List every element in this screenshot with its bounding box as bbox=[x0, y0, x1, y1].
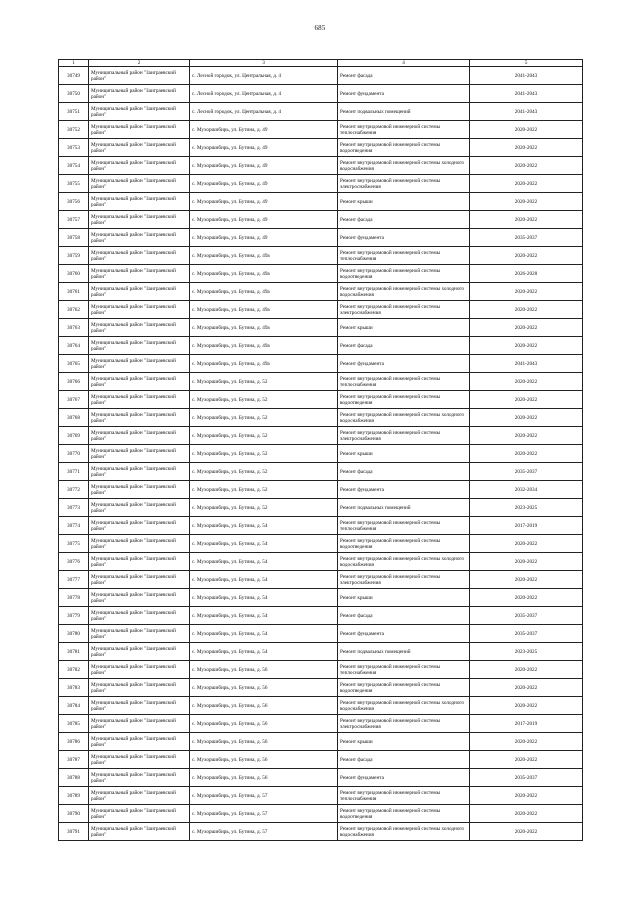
period-cell: 2020-2022 bbox=[470, 175, 583, 193]
row-number-cell: 30776 bbox=[59, 553, 89, 571]
row-number-cell: 30749 bbox=[59, 67, 89, 85]
municipality-cell: Муниципальный район "Заиграевский район" bbox=[89, 175, 190, 193]
column-header: 5 bbox=[470, 60, 583, 67]
table-row bbox=[59, 697, 583, 715]
row-number-cell: 30784 bbox=[59, 697, 89, 715]
address-cell: с. Мухоршибирь, ул. Бутина, д. 56 bbox=[190, 733, 338, 751]
period-cell: 2035-2037 bbox=[470, 625, 583, 643]
period-cell: 2020-2022 bbox=[470, 319, 583, 337]
address-cell: с. Мухоршибирь, ул. Бутина, д. 54 bbox=[190, 553, 338, 571]
municipality-cell: Муниципальный район "Заиграевский район" bbox=[89, 319, 190, 337]
row-number-cell: 30754 bbox=[59, 157, 89, 175]
row-number-cell: 30779 bbox=[59, 607, 89, 625]
period-cell: 2035-2037 bbox=[470, 229, 583, 247]
row-number-cell: 30770 bbox=[59, 445, 89, 463]
period-cell: 2041-2043 bbox=[470, 103, 583, 121]
municipality-cell: Муниципальный район "Заиграевский район" bbox=[89, 553, 190, 571]
municipality-cell: Муниципальный район "Заиграевский район" bbox=[89, 265, 190, 283]
work-type-cell: Ремонт внутридомовой инженерной системы водоотведения bbox=[338, 679, 470, 697]
work-type-cell: Ремонт внутридомовой инженерной системы холодного водоснабжения bbox=[338, 157, 470, 175]
work-type-cell: Ремонт внутридомовой инженерной системы теплоснабжения bbox=[338, 121, 470, 139]
column-header: 4 bbox=[338, 60, 470, 67]
table-row bbox=[59, 409, 583, 427]
table-row bbox=[59, 499, 583, 517]
row-number-cell: 30773 bbox=[59, 499, 89, 517]
row-number-cell: 30789 bbox=[59, 787, 89, 805]
work-type-cell: Ремонт фундамента bbox=[338, 481, 470, 499]
work-type-cell: Ремонт внутридомовой инженерной системы водоотведения bbox=[338, 265, 470, 283]
address-cell: с. Мухоршибирь, ул. Бутина, д. 49 bbox=[190, 175, 338, 193]
row-number-cell: 30780 bbox=[59, 625, 89, 643]
period-cell: 2035-2037 bbox=[470, 463, 583, 481]
address-cell: с. Мухоршибирь, ул. Бутина, д. 49а bbox=[190, 355, 338, 373]
address-cell: с. Мухоршибирь, ул. Бутина, д. 49а bbox=[190, 265, 338, 283]
period-cell: 2032-2034 bbox=[470, 481, 583, 499]
address-cell: с. Мухоршибирь, ул. Бутина, д. 52 bbox=[190, 463, 338, 481]
table-row bbox=[59, 139, 583, 157]
municipality-cell: Муниципальный район "Заиграевский район" bbox=[89, 193, 190, 211]
row-number-cell: 30761 bbox=[59, 283, 89, 301]
address-cell: с. Мухоршибирь, ул. Бутина, д. 52 bbox=[190, 391, 338, 409]
municipality-cell: Муниципальный район "Заиграевский район" bbox=[89, 229, 190, 247]
address-cell: с. Мухоршибирь, ул. Бутина, д. 52 bbox=[190, 427, 338, 445]
table-row bbox=[59, 355, 583, 373]
address-cell: с. Мухоршибирь, ул. Бутина, д. 54 bbox=[190, 535, 338, 553]
address-cell: с. Мухоршибирь, ул. Бутина, д. 56 bbox=[190, 715, 338, 733]
work-type-cell: Ремонт крыши bbox=[338, 319, 470, 337]
address-cell: с. Мухоршибирь, ул. Бутина, д. 56 bbox=[190, 679, 338, 697]
period-cell: 2023-2025 bbox=[470, 499, 583, 517]
address-cell: с. Мухоршибирь, ул. Бутина, д. 52 bbox=[190, 373, 338, 391]
row-number-cell: 30791 bbox=[59, 823, 89, 841]
address-cell: с. Мухоршибирь, ул. Бутина, д. 49а bbox=[190, 247, 338, 265]
municipality-cell: Муниципальный район "Заиграевский район" bbox=[89, 589, 190, 607]
row-number-cell: 30774 bbox=[59, 517, 89, 535]
address-cell: с. Мухоршибирь, ул. Бутина, д. 52 bbox=[190, 481, 338, 499]
address-cell: с. Мухоршибирь, ул. Бутина, д. 57 bbox=[190, 823, 338, 841]
row-number-cell: 30767 bbox=[59, 391, 89, 409]
municipality-cell: Муниципальный район "Заиграевский район" bbox=[89, 157, 190, 175]
municipality-cell: Муниципальный район "Заиграевский район" bbox=[89, 337, 190, 355]
municipality-cell: Муниципальный район "Заиграевский район" bbox=[89, 373, 190, 391]
address-cell: с. Мухоршибирь, ул. Бутина, д. 56 bbox=[190, 751, 338, 769]
row-number-cell: 30771 bbox=[59, 463, 89, 481]
address-cell: с. Мухоршибирь, ул. Бутина, д. 56 bbox=[190, 697, 338, 715]
table-row bbox=[59, 229, 583, 247]
period-cell: 2020-2022 bbox=[470, 787, 583, 805]
row-number-cell: 30781 bbox=[59, 643, 89, 661]
row-number-cell: 30760 bbox=[59, 265, 89, 283]
row-number-cell: 30778 bbox=[59, 589, 89, 607]
work-type-cell: Ремонт внутридомовой инженерной системы водоотведения bbox=[338, 391, 470, 409]
municipality-cell: Муниципальный район "Заиграевский район" bbox=[89, 445, 190, 463]
work-type-cell: Ремонт фундамента bbox=[338, 769, 470, 787]
address-cell: с. Лесной городок, ул. Центральная, д. 4 bbox=[190, 85, 338, 103]
period-cell: 2020-2022 bbox=[470, 805, 583, 823]
table-row bbox=[59, 625, 583, 643]
table-row bbox=[59, 607, 583, 625]
registry-table bbox=[58, 59, 583, 841]
work-type-cell: Ремонт фундамента bbox=[338, 355, 470, 373]
work-type-cell: Ремонт подвальных помещений bbox=[338, 499, 470, 517]
table-row bbox=[59, 337, 583, 355]
municipality-cell: Муниципальный район "Заиграевский район" bbox=[89, 769, 190, 787]
address-cell: с. Мухоршибирь, ул. Бутина, д. 54 bbox=[190, 625, 338, 643]
table-row bbox=[59, 823, 583, 841]
address-cell: с. Мухоршибирь, ул. Бутина, д. 49а bbox=[190, 319, 338, 337]
table-row bbox=[59, 247, 583, 265]
work-type-cell: Ремонт внутридомовой инженерной системы теплоснабжения bbox=[338, 661, 470, 679]
period-cell: 2020-2022 bbox=[470, 589, 583, 607]
period-cell: 2041-2043 bbox=[470, 85, 583, 103]
work-type-cell: Ремонт фасада bbox=[338, 211, 470, 229]
municipality-cell: Муниципальный район "Заиграевский район" bbox=[89, 283, 190, 301]
row-number-cell: 30769 bbox=[59, 427, 89, 445]
row-number-cell: 30755 bbox=[59, 175, 89, 193]
address-cell: с. Мухоршибирь, ул. Бутина, д. 57 bbox=[190, 787, 338, 805]
work-type-cell: Ремонт крыши bbox=[338, 589, 470, 607]
municipality-cell: Муниципальный район "Заиграевский район" bbox=[89, 697, 190, 715]
period-cell: 2020-2022 bbox=[470, 373, 583, 391]
municipality-cell: Муниципальный район "Заиграевский район" bbox=[89, 247, 190, 265]
table-row bbox=[59, 589, 583, 607]
period-cell: 2020-2022 bbox=[470, 193, 583, 211]
table-row bbox=[59, 787, 583, 805]
work-type-cell: Ремонт фундамента bbox=[338, 85, 470, 103]
table-row bbox=[59, 643, 583, 661]
municipality-cell: Муниципальный район "Заиграевский район" bbox=[89, 823, 190, 841]
address-cell: с. Мухоршибирь, ул. Бутина, д. 54 bbox=[190, 643, 338, 661]
municipality-cell: Муниципальный район "Заиграевский район" bbox=[89, 427, 190, 445]
row-number-cell: 30757 bbox=[59, 211, 89, 229]
period-cell: 2035-2037 bbox=[470, 607, 583, 625]
table-row bbox=[59, 481, 583, 499]
period-cell: 2035-2037 bbox=[470, 769, 583, 787]
period-cell: 2020-2022 bbox=[470, 751, 583, 769]
row-number-cell: 30750 bbox=[59, 85, 89, 103]
work-type-cell: Ремонт фундамента bbox=[338, 625, 470, 643]
work-type-cell: Ремонт внутридомовой инженерной системы электроснабжения bbox=[338, 715, 470, 733]
table-row bbox=[59, 67, 583, 85]
municipality-cell: Муниципальный район "Заиграевский район" bbox=[89, 679, 190, 697]
period-cell: 2023-2025 bbox=[470, 643, 583, 661]
column-header: 2 bbox=[89, 60, 190, 67]
table-row bbox=[59, 445, 583, 463]
table-body bbox=[59, 67, 583, 841]
row-number-cell: 30758 bbox=[59, 229, 89, 247]
work-type-cell: Ремонт внутридомовой инженерной системы теплоснабжения bbox=[338, 787, 470, 805]
table-row bbox=[59, 679, 583, 697]
period-cell: 2017-2019 bbox=[470, 715, 583, 733]
work-type-cell: Ремонт крыши bbox=[338, 193, 470, 211]
table-row bbox=[59, 463, 583, 481]
work-type-cell: Ремонт внутридомовой инженерной системы холодного водоснабжения bbox=[338, 409, 470, 427]
period-cell: 2020-2022 bbox=[470, 571, 583, 589]
work-type-cell: Ремонт фасада bbox=[338, 463, 470, 481]
table-row bbox=[59, 733, 583, 751]
work-type-cell: Ремонт внутридомовой инженерной системы холодного водоснабжения bbox=[338, 823, 470, 841]
municipality-cell: Муниципальный район "Заиграевский район" bbox=[89, 121, 190, 139]
row-number-cell: 30756 bbox=[59, 193, 89, 211]
period-cell: 2020-2022 bbox=[470, 157, 583, 175]
table-row bbox=[59, 175, 583, 193]
period-cell: 2020-2022 bbox=[470, 301, 583, 319]
row-number-cell: 30768 bbox=[59, 409, 89, 427]
table-row bbox=[59, 751, 583, 769]
work-type-cell: Ремонт внутридомовой инженерной системы холодного водоснабжения bbox=[338, 697, 470, 715]
row-number-cell: 30753 bbox=[59, 139, 89, 157]
period-cell: 2026-2028 bbox=[470, 265, 583, 283]
address-cell: с. Мухоршибирь, ул. Бутина, д. 49 bbox=[190, 139, 338, 157]
municipality-cell: Муниципальный район "Заиграевский район" bbox=[89, 103, 190, 121]
address-cell: с. Мухоршибирь, ул. Бутина, д. 56 bbox=[190, 661, 338, 679]
row-number-cell: 30766 bbox=[59, 373, 89, 391]
work-type-cell: Ремонт внутридомовой инженерной системы теплоснабжения bbox=[338, 247, 470, 265]
municipality-cell: Муниципальный район "Заиграевский район" bbox=[89, 463, 190, 481]
table-row bbox=[59, 193, 583, 211]
municipality-cell: Муниципальный район "Заиграевский район" bbox=[89, 517, 190, 535]
municipality-cell: Муниципальный район "Заиграевский район" bbox=[89, 391, 190, 409]
column-header: 3 bbox=[190, 60, 338, 67]
row-number-cell: 30777 bbox=[59, 571, 89, 589]
address-cell: с. Мухоршибирь, ул. Бутина, д. 49 bbox=[190, 121, 338, 139]
municipality-cell: Муниципальный район "Заиграевский район" bbox=[89, 733, 190, 751]
table-row bbox=[59, 661, 583, 679]
table-row bbox=[59, 121, 583, 139]
municipality-cell: Муниципальный район "Заиграевский район" bbox=[89, 301, 190, 319]
municipality-cell: Муниципальный район "Заиграевский район" bbox=[89, 355, 190, 373]
table-row bbox=[59, 769, 583, 787]
municipality-cell: Муниципальный район "Заиграевский район" bbox=[89, 661, 190, 679]
period-cell: 2020-2022 bbox=[470, 139, 583, 157]
table-row bbox=[59, 427, 583, 445]
table-row bbox=[59, 211, 583, 229]
header-row bbox=[59, 60, 583, 67]
row-number-cell: 30787 bbox=[59, 751, 89, 769]
work-type-cell: Ремонт фундамента bbox=[338, 229, 470, 247]
period-cell: 2020-2022 bbox=[470, 247, 583, 265]
table-row bbox=[59, 571, 583, 589]
address-cell: с. Лесной городок, ул. Центральная, д. 4 bbox=[190, 67, 338, 85]
table-row bbox=[59, 103, 583, 121]
work-type-cell: Ремонт внутридомовой инженерной системы электроснабжения bbox=[338, 175, 470, 193]
work-type-cell: Ремонт фасада bbox=[338, 337, 470, 355]
municipality-cell: Муниципальный район "Заиграевский район" bbox=[89, 211, 190, 229]
municipality-cell: Муниципальный район "Заиграевский район" bbox=[89, 409, 190, 427]
municipality-cell: Муниципальный район "Заиграевский район" bbox=[89, 481, 190, 499]
period-cell: 2020-2022 bbox=[470, 679, 583, 697]
address-cell: с. Мухоршибирь, ул. Бутина, д. 49 bbox=[190, 157, 338, 175]
address-cell: с. Мухоршибирь, ул. Бутина, д. 49а bbox=[190, 301, 338, 319]
municipality-cell: Муниципальный район "Заиграевский район" bbox=[89, 625, 190, 643]
table-row bbox=[59, 283, 583, 301]
table-row bbox=[59, 391, 583, 409]
work-type-cell: Ремонт внутридомовой инженерной системы холодного водоснабжения bbox=[338, 553, 470, 571]
work-type-cell: Ремонт внутридомовой инженерной системы водоотведения bbox=[338, 139, 470, 157]
address-cell: с. Мухоршибирь, ул. Бутина, д. 49а bbox=[190, 337, 338, 355]
row-number-cell: 30790 bbox=[59, 805, 89, 823]
work-type-cell: Ремонт внутридомовой инженерной системы электроснабжения bbox=[338, 427, 470, 445]
table-row bbox=[59, 535, 583, 553]
row-number-cell: 30765 bbox=[59, 355, 89, 373]
address-cell: с. Мухоршибирь, ул. Бутина, д. 52 bbox=[190, 445, 338, 463]
work-type-cell: Ремонт внутридомовой инженерной системы водоотведения bbox=[338, 805, 470, 823]
page-number: 685 bbox=[314, 24, 326, 32]
table-header bbox=[59, 60, 583, 67]
work-type-cell: Ремонт внутридомовой инженерной системы теплоснабжения bbox=[338, 373, 470, 391]
municipality-cell: Муниципальный район "Заиграевский район" bbox=[89, 751, 190, 769]
municipality-cell: Муниципальный район "Заиграевский район" bbox=[89, 607, 190, 625]
period-cell: 2020-2022 bbox=[470, 211, 583, 229]
row-number-cell: 30764 bbox=[59, 337, 89, 355]
table-row bbox=[59, 301, 583, 319]
table-row bbox=[59, 517, 583, 535]
work-type-cell: Ремонт внутридомовой инженерной системы водоотведения bbox=[338, 535, 470, 553]
row-number-cell: 30785 bbox=[59, 715, 89, 733]
address-cell: с. Мухоршибирь, ул. Бутина, д. 54 bbox=[190, 589, 338, 607]
municipality-cell: Муниципальный район "Заиграевский район" bbox=[89, 499, 190, 517]
row-number-cell: 30772 bbox=[59, 481, 89, 499]
period-cell: 2020-2022 bbox=[470, 733, 583, 751]
period-cell: 2020-2022 bbox=[470, 445, 583, 463]
address-cell: с. Мухоршибирь, ул. Бутина, д. 54 bbox=[190, 607, 338, 625]
table-row bbox=[59, 85, 583, 103]
municipality-cell: Муниципальный район "Заиграевский район" bbox=[89, 535, 190, 553]
row-number-cell: 30775 bbox=[59, 535, 89, 553]
table-row bbox=[59, 319, 583, 337]
address-cell: с. Мухоршибирь, ул. Бутина, д. 57 bbox=[190, 805, 338, 823]
row-number-cell: 30751 bbox=[59, 103, 89, 121]
municipality-cell: Муниципальный район "Заиграевский район" bbox=[89, 67, 190, 85]
municipality-cell: Муниципальный район "Заиграевский район" bbox=[89, 85, 190, 103]
work-type-cell: Ремонт подвальных помещений bbox=[338, 643, 470, 661]
table-row bbox=[59, 805, 583, 823]
work-type-cell: Ремонт внутридомовой инженерной системы электроснабжения bbox=[338, 571, 470, 589]
work-type-cell: Ремонт внутридомовой инженерной системы теплоснабжения bbox=[338, 517, 470, 535]
period-cell: 2020-2022 bbox=[470, 409, 583, 427]
address-cell: с. Мухоршибирь, ул. Бутина, д. 52 bbox=[190, 499, 338, 517]
work-type-cell: Ремонт крыши bbox=[338, 733, 470, 751]
period-cell: 2020-2022 bbox=[470, 535, 583, 553]
municipality-cell: Муниципальный район "Заиграевский район" bbox=[89, 571, 190, 589]
municipality-cell: Муниципальный район "Заиграевский район" bbox=[89, 805, 190, 823]
table-row bbox=[59, 553, 583, 571]
work-type-cell: Ремонт фасада bbox=[338, 607, 470, 625]
address-cell: с. Мухоршибирь, ул. Бутина, д. 54 bbox=[190, 517, 338, 535]
column-header: 1 bbox=[59, 60, 89, 67]
work-type-cell: Ремонт внутридомовой инженерной системы холодного водоснабжения bbox=[338, 283, 470, 301]
address-cell: с. Мухоршибирь, ул. Бутина, д. 52 bbox=[190, 409, 338, 427]
work-type-cell: Ремонт фасада bbox=[338, 67, 470, 85]
table-row bbox=[59, 373, 583, 391]
period-cell: 2020-2022 bbox=[470, 121, 583, 139]
table-row bbox=[59, 157, 583, 175]
period-cell: 2041-2043 bbox=[470, 355, 583, 373]
table-row bbox=[59, 715, 583, 733]
address-cell: с. Лесной городок, ул. Центральная, д. 4 bbox=[190, 103, 338, 121]
row-number-cell: 30783 bbox=[59, 679, 89, 697]
row-number-cell: 30759 bbox=[59, 247, 89, 265]
period-cell: 2020-2022 bbox=[470, 823, 583, 841]
address-cell: с. Мухоршибирь, ул. Бутина, д. 49а bbox=[190, 283, 338, 301]
row-number-cell: 30763 bbox=[59, 319, 89, 337]
municipality-cell: Муниципальный район "Заиграевский район" bbox=[89, 715, 190, 733]
table-row bbox=[59, 265, 583, 283]
address-cell: с. Мухоршибирь, ул. Бутина, д. 54 bbox=[190, 571, 338, 589]
address-cell: с. Мухоршибирь, ул. Бутина, д. 49 bbox=[190, 229, 338, 247]
work-type-cell: Ремонт подвальных помещений bbox=[338, 103, 470, 121]
period-cell: 2020-2022 bbox=[470, 283, 583, 301]
address-cell: с. Мухоршибирь, ул. Бутина, д. 49 bbox=[190, 193, 338, 211]
period-cell: 2017-2019 bbox=[470, 517, 583, 535]
period-cell: 2041-2043 bbox=[470, 67, 583, 85]
period-cell: 2020-2022 bbox=[470, 553, 583, 571]
municipality-cell: Муниципальный район "Заиграевский район" bbox=[89, 139, 190, 157]
municipality-cell: Муниципальный район "Заиграевский район" bbox=[89, 787, 190, 805]
period-cell: 2020-2022 bbox=[470, 391, 583, 409]
row-number-cell: 30752 bbox=[59, 121, 89, 139]
row-number-cell: 30762 bbox=[59, 301, 89, 319]
work-type-cell: Ремонт крыши bbox=[338, 445, 470, 463]
work-type-cell: Ремонт фасада bbox=[338, 751, 470, 769]
work-type-cell: Ремонт внутридомовой инженерной системы электроснабжения bbox=[338, 301, 470, 319]
municipality-cell: Муниципальный район "Заиграевский район" bbox=[89, 643, 190, 661]
period-cell: 2020-2022 bbox=[470, 661, 583, 679]
period-cell: 2020-2022 bbox=[470, 337, 583, 355]
period-cell: 2020-2022 bbox=[470, 427, 583, 445]
row-number-cell: 30786 bbox=[59, 733, 89, 751]
row-number-cell: 30782 bbox=[59, 661, 89, 679]
address-cell: с. Мухоршибирь, ул. Бутина, д. 56 bbox=[190, 769, 338, 787]
period-cell: 2020-2022 bbox=[470, 697, 583, 715]
row-number-cell: 30788 bbox=[59, 769, 89, 787]
address-cell: с. Мухоршибирь, ул. Бутина, д. 49 bbox=[190, 211, 338, 229]
